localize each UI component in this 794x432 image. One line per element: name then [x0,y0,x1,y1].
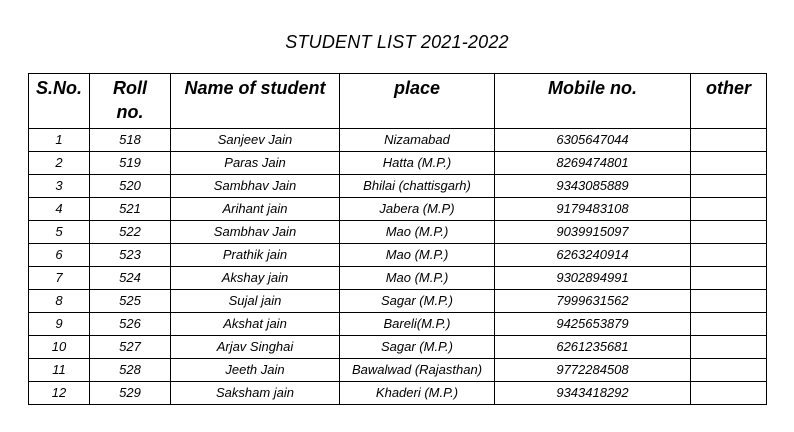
cell-roll: 518 [90,129,171,152]
header-place: place [340,74,495,129]
cell-place: Bawalwad (Rajasthan) [340,359,495,382]
cell-mobile: 9772284508 [495,359,691,382]
table-row [29,290,767,313]
cell-roll: 521 [90,198,171,221]
student-list-table [28,73,767,405]
table-row [29,175,767,198]
cell-name: Akshay jain [171,267,340,290]
cell-other [691,221,767,244]
cell-name: Akshat jain [171,313,340,336]
cell-name: Sujal jain [171,290,340,313]
header-roll-no [90,74,171,129]
cell-other [691,290,767,313]
cell-mobile: 9343085889 [495,175,691,198]
cell-place: Hatta (M.P.) [340,152,495,175]
table-row [29,359,767,382]
header-roll-line1: Roll [113,78,147,98]
table-body [29,129,767,405]
cell-roll: 525 [90,290,171,313]
cell-mobile: 9343418292 [495,382,691,405]
cell-sno: 1 [29,129,90,152]
cell-sno: 11 [29,359,90,382]
table-row [29,336,767,359]
cell-mobile: 6263240914 [495,244,691,267]
cell-place: Sagar (M.P.) [340,336,495,359]
cell-roll: 529 [90,382,171,405]
header-name: Name of student [171,74,340,129]
cell-other [691,313,767,336]
cell-mobile: 9302894991 [495,267,691,290]
cell-other [691,198,767,221]
cell-name: Sambhav Jain [171,175,340,198]
cell-name: Saksham jain [171,382,340,405]
cell-sno: 12 [29,382,90,405]
cell-roll: 523 [90,244,171,267]
cell-mobile: 6261235681 [495,336,691,359]
table-row [29,382,767,405]
cell-roll: 522 [90,221,171,244]
cell-place: Mao (M.P.) [340,244,495,267]
table-row [29,244,767,267]
cell-place: Sagar (M.P.) [340,290,495,313]
cell-other [691,244,767,267]
cell-sno: 10 [29,336,90,359]
table-row [29,221,767,244]
header-mobile: Mobile no. [495,74,691,129]
cell-roll: 526 [90,313,171,336]
cell-sno: 4 [29,198,90,221]
cell-mobile: 6305647044 [495,129,691,152]
table-row [29,152,767,175]
cell-sno: 3 [29,175,90,198]
cell-name: Prathik jain [171,244,340,267]
cell-sno: 7 [29,267,90,290]
cell-sno: 5 [29,221,90,244]
table-row [29,313,767,336]
table-row [29,129,767,152]
table-header-row [29,74,767,129]
cell-mobile: 9425653879 [495,313,691,336]
cell-place: Bareli(M.P.) [340,313,495,336]
cell-name: Paras Jain [171,152,340,175]
cell-roll: 528 [90,359,171,382]
cell-name: Arihant jain [171,198,340,221]
cell-name: Arjav Singhai [171,336,340,359]
cell-sno: 6 [29,244,90,267]
cell-sno: 2 [29,152,90,175]
cell-other [691,175,767,198]
table-row [29,198,767,221]
cell-other [691,336,767,359]
cell-other [691,267,767,290]
cell-name: Jeeth Jain [171,359,340,382]
cell-mobile: 7999631562 [495,290,691,313]
cell-place: Mao (M.P.) [340,221,495,244]
cell-mobile: 8269474801 [495,152,691,175]
cell-roll: 527 [90,336,171,359]
cell-sno: 8 [29,290,90,313]
page-title: STUDENT LIST 2021-2022 [285,32,509,52]
header-roll-line2: no. [116,102,144,122]
cell-place: Jabera (M.P) [340,198,495,221]
cell-mobile: 9179483108 [495,198,691,221]
cell-roll: 520 [90,175,171,198]
cell-other [691,382,767,405]
cell-place: Khaderi (M.P.) [340,382,495,405]
cell-other [691,359,767,382]
cell-name: Sambhav Jain [171,221,340,244]
cell-roll: 524 [90,267,171,290]
cell-place: Nizamabad [340,129,495,152]
cell-roll: 519 [90,152,171,175]
cell-place: Mao (M.P.) [340,267,495,290]
cell-sno: 9 [29,313,90,336]
cell-other [691,129,767,152]
header-sno: S.No. [29,74,90,129]
cell-other [691,152,767,175]
cell-mobile: 9039915097 [495,221,691,244]
cell-place: Bhilai (chattisgarh) [340,175,495,198]
table-row [29,267,767,290]
cell-name: Sanjeev Jain [171,129,340,152]
header-other: other [691,74,767,129]
